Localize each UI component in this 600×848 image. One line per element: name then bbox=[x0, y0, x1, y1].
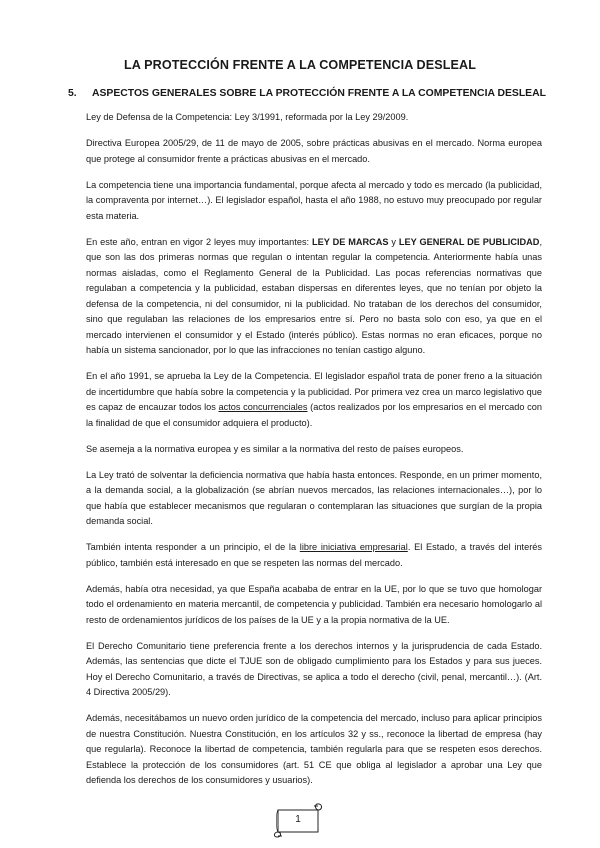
paragraph-4-mid: y bbox=[388, 236, 399, 247]
paragraph-5 bbox=[86, 369, 542, 431]
paragraph-4-post: , que son las dos primeras normas que regulan o intentan regular la competencia. Anteriormente había unas normas aisladas, como el Reglamento General de la Publicidad. Las pocas referencias normativas que regulaban a competencia y la publicidad, estaban dispersas en diferentes leyes, que no tenían por objeto la defensa de la competencia, ni del consumidor, ni la publicidad. No trataban de los derechos del consumidor, sino que regulaban las relaciones de los empresarios entre sí. Pero no basta solo con eso, ya que en el mercado intervienen el consumidor y el Estado (interés público). Estas normas no eran eficaces, porque no había un sistema sancionador, por lo que las infracciones no tenían castigo alguno. bbox=[86, 236, 543, 355]
section-number: 5. bbox=[68, 88, 77, 99]
paragraph-6: Se asemeja a la normativa europea y es similar a la normativa del resto de países europeos. bbox=[86, 443, 464, 454]
paragraph-9: Además, había otra necesidad, ya que España acababa de entrar en la UE, por lo que se tuvo que homologar todo el ordenamiento en materia mercantil, de competencia y publicidad. También era necesario homologarlo al resto de ordenamientos jurídicos de los países de la UE y a la propia normativa de la UE. bbox=[86, 583, 542, 625]
document-title: LA PROTECCIÓN FRENTE A LA COMPETENCIA DESLEAL bbox=[124, 58, 476, 72]
section-heading-text: ASPECTOS GENERALES SOBRE LA PROTECCIÓN FRENTE A LA COMPETENCIA DESLEAL bbox=[92, 88, 546, 99]
paragraph-1: Ley de Defensa de la Competencia: Ley 3/1991, reformada por la Ley 29/2009. bbox=[86, 112, 409, 122]
libre-iniciativa-underline: libre iniciativa empresarial bbox=[299, 542, 408, 552]
paragraph-5-post: (actos realizados por los empresarios en el mercado con la finalidad de que el consumidor adquiera el producto). bbox=[86, 402, 542, 428]
paragraph-4-pre: En este año, entran en vigor 2 leyes muy importantes: bbox=[86, 236, 312, 247]
paragraph-8-post: . El Estado, a través del interés público, también está interesado en que se respeten las normas del mercado. bbox=[86, 542, 542, 568]
paragraph-10: El Derecho Comunitario tiene preferencia frente a los derechos internos y la jurisprudencia de cada Estado. Además, las sentencias que dicte el TJUE son de obligado cumplimiento para los Estados y para sus jueces. Hoy el Derecho Comunitario, a través de Directivas, se aplica a todo el derecho (civil, penal, mercantil…). (Art. 4 Directiva 2005/29). bbox=[86, 640, 542, 697]
law-marcas-bold: LEY DE MARCAS bbox=[311, 236, 389, 247]
paragraph-8-pre: También intenta responder a un principio, el de la bbox=[86, 542, 300, 552]
section-heading bbox=[68, 88, 548, 99]
paragraph-11: Además, necesitábamos un nuevo orden jurídico de la competencia del mercado, incluso para aplicar principios de nuestra Constitución. Nuestra Constitución, en los artículos 32 y ss., reconoce la libertad de empresa (hay que regularla). Reconoce la libertad de competencia, también regularla para que se respeten esos derechos. Establece la protección de los consumidores (art. 51 CE que obliga al legislador a aprobar una Ley que defienda los derechos de los consumidores y usuarios). bbox=[86, 713, 542, 785]
paragraph-7: La Ley trató de solventar la deficiencia normativa que había hasta entonces. Responde, en un primer momento, a la demanda social, a la globalización (se abrían nuevos mercados, las relaciones internacionales…), por lo que había que establecer mecanismos que regularan o contemplaran las situaciones que surgían de la propia demanda social. bbox=[86, 469, 542, 526]
paragraph-8 bbox=[86, 540, 542, 571]
page-number: 1 bbox=[295, 814, 301, 825]
paragraph-4 bbox=[86, 235, 542, 359]
paragraph-3: La competencia tiene una importancia fundamental, porque afecta al mercado y todo es mercado (la publicidad, la compraventa por internet…). El legislador español, hasta el año 1988, no estuvo muy preocupado por regular esta materia. bbox=[86, 179, 542, 221]
paragraph-2: Directiva Europea 2005/29, de 11 de mayo de 2005, sobre prácticas abusivas en el mercado. Norma europea que protege al consumidor frente a prácticas abusivas en el mercado. bbox=[86, 138, 542, 164]
paragraph-5-pre: En el año 1991, se aprueba la Ley de la Competencia. El legislador español trata de poner freno a la situación de incertidumbre que había sobre la competencia y la publicidad. Por primera vez crea un marco legislativo que es capaz de encauzar todos los bbox=[86, 371, 542, 412]
law-publicidad-bold: LEY GENERAL DE PUBLICIDAD bbox=[398, 236, 540, 247]
page-number-scroll bbox=[270, 800, 326, 838]
document-body bbox=[86, 110, 542, 799]
actos-concurrenciales-underline: actos concurrenciales bbox=[218, 402, 308, 412]
